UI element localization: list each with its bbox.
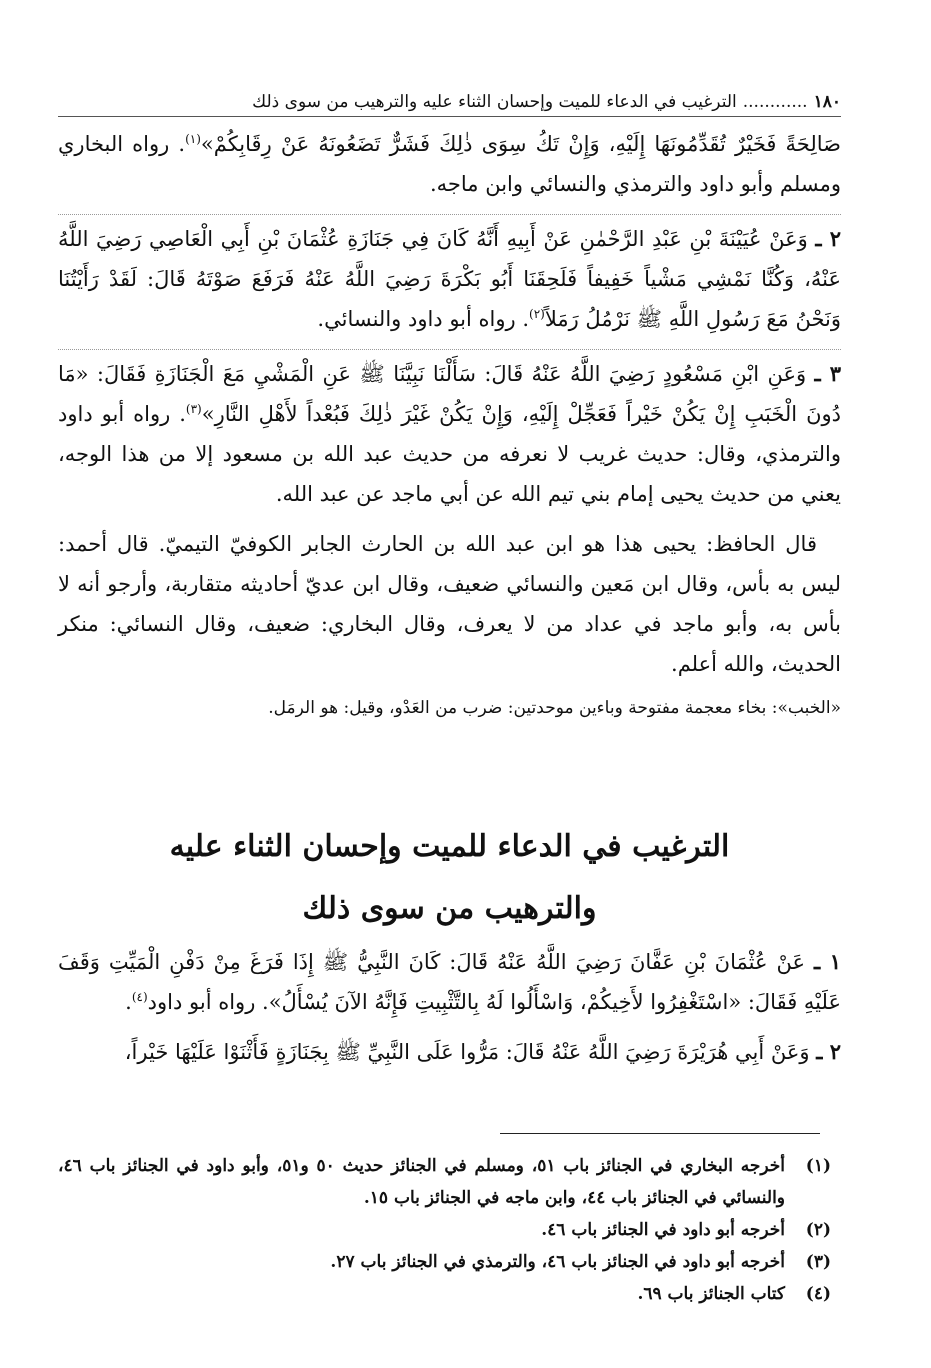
footnotes (58, 1150, 831, 1310)
hadith-number: ٢ ـ (815, 226, 841, 251)
section-heading-line-1: الترغيب في الدعاء للميت وإحسان الثناء عليه (169, 829, 730, 864)
hadith-paragraph (58, 349, 841, 514)
hadith-source: . رواه أبو داود والترمذي، وقال: حديث غريب لا نعرفه من حديث عبد الله بن مسعود إلا من هذا الوجه، يعني من حديث يحيى إمام بني تيم الله عن أبي ماجد عن عبد الله. (58, 402, 841, 506)
footnote-number: (٢) (805, 1220, 831, 1240)
section-text (58, 942, 841, 1082)
running-header (58, 88, 841, 117)
footnote (58, 1278, 831, 1310)
hadith-text: صَالِحَةً فَخَيْرٌ تُقَدِّمُونَهَا إِلَيْهِ، وَإِنْ تَكُ سِوَى ذٰلِكَ فَشَرٌّ تَضَعُونَهُ عَنْ رِقَابِكُمْ» (200, 132, 841, 156)
hadith-paragraph (58, 1032, 841, 1072)
header-dots: ............ (742, 92, 808, 112)
footnote-ref: (٣) (185, 402, 202, 416)
footnote-text: أخرجه أبو داود في الجنائز باب ٤٦. (541, 1220, 785, 1240)
paragraph-continuation (58, 124, 841, 204)
main-text (58, 124, 841, 732)
hadith-text: وَعَنِ ابْنِ مَسْعُودٍ رَضِيَ اللَّهُ عَنْهُ قَالَ: سَأَلْنَا نَبِيَّنَا ﷺ عَنِ الْمَشْيِ مَعَ الْجَنَازَةِ فَقَالَ: «مَا دُونَ الْخَبَبِ إِنْ يَكُنْ خَيْراً فَعَجِّلْ إِلَيْهِ، وَإِنْ يَكُنْ غَيْرَ ذٰلِكَ فَبُعْداً لأَهْلِ النَّارِ» (58, 362, 841, 426)
footnote (58, 1214, 831, 1246)
hadith-paragraph (58, 214, 841, 339)
page-number: ١٨٠ (813, 92, 841, 112)
hadith-source-end: . (125, 990, 132, 1014)
hadith-number: ٢ ـ (816, 1039, 841, 1064)
hadith-source: . رواه البخاري ومسلم وأبو داود والترمذي والنسائي وابن ماجه. (58, 132, 841, 196)
footnote-text: أخرجه البخاري في الجنائز باب ٥١، ومسلم في الجنائز حديث ٥٠ و٥١، وأبو داود في الجنائز باب ٤٦، والنسائي في الجنائز باب ٤٤، وابن ماجه في الجنائز باب ١٥. (58, 1156, 785, 1208)
footnote-number: (١) (805, 1156, 831, 1176)
footnote (58, 1150, 831, 1214)
hadith-text: وَعَنْ أَبِي هُرَيْرَةَ رَضِيَ اللَّهُ عَنْهُ قَالَ: مَرُّوا عَلَى النَّبِيِّ ﷺ بِجَنَازَةٍ فَأَثْنَوْا عَلَيْهَا خَيْراً، (124, 1040, 810, 1064)
footnote-text: أخرجه أبو داود في الجنائز باب ٤٦، والترمذي في الجنائز باب ٢٧. (330, 1252, 785, 1272)
footnote-ref: (٢) (529, 307, 545, 321)
hadith-source: . رواه أبو داود (147, 990, 269, 1014)
footnote-ref: (٤) (131, 990, 148, 1004)
hadith-number: ٣ ـ (814, 361, 841, 386)
section-heading-line-2: والترهيب من سوى ذلك (302, 891, 597, 926)
footnote-ref: (١) (185, 132, 201, 146)
hadith-number: ١ ـ (813, 949, 841, 974)
hadith-paragraph (58, 942, 841, 1022)
footnote-separator (500, 1133, 820, 1134)
hadith-source: . رواه أبو داود والنسائي. (317, 307, 529, 331)
footnote (58, 1246, 831, 1278)
gloss-note: «الخبب»: بخاء معجمة مفتوحة وباءين موحدتين: ضرب من العَدْو، وقيل: هو الرمَل. (268, 698, 841, 718)
commentary-paragraph: قال الحافظ: يحيى هذا هو ابن عبد الله بن الحارث الجابر الكوفيّ التيميّ. قال أحمد: ليس به بأس، وقال ابن مَعين والنسائي ضعيف، وقال ابن عديّ أحاديثه متقاربة، وأرجو أنه لا بأس به، وأبو ماجد في عداد من لا يعرف، وقال البخاري: ضعيف، وقال النسائي: منكر الحديث، والله أعلم. (58, 532, 841, 676)
header-title: الترغيب في الدعاء للميت وإحسان الثناء عليه والترهيب من سوى ذلك (252, 92, 737, 112)
footnote-number: (٣) (805, 1252, 831, 1272)
hadith-text: وَعَنْ عُيَيْنَةَ بْنِ عَبْدِ الرَّحْمٰنِ عَنْ أَبِيهِ أَنَّهُ كَانَ فِي جَنَازَةِ عُثْمَانَ بْنِ أَبِي الْعَاصِي رَضِيَ اللَّهُ عَنْهُ، وَكُنَّا نَمْشِي مَشْياً خَفِيفاً فَلَحِقَنَا أَبُو بَكْرَةَ رَضِيَ اللَّهُ عَنْهُ فَرَفَعَ صَوْتَهُ قَالَ: لَقَدْ رَأَيْتُنَا وَنَحْنُ مَعَ رَسُولِ اللَّهِ ﷺ نَرْمُلُ رَمَلاً (58, 227, 841, 331)
section-heading (58, 816, 841, 940)
footnote-text: كتاب الجنائز باب ٦٩. (637, 1284, 785, 1304)
footnote-number: (٤) (805, 1284, 831, 1304)
hadith-text: عَنْ عُثْمَانَ بْنِ عَفَّانَ رَضِيَ اللَّهُ عَنْهُ قَالَ: كَانَ النَّبِيُّ ﷺ إِذَا فَرَغَ مِنْ دَفْنِ الْمَيِّتِ وَقَفَ عَلَيْهِ فَقَالَ: «اسْتَغْفِرُوا لأَخِيكُمْ، وَاسْأَلُوا لَهُ بِالتَّثْبِيتِ فَإِنَّهُ الآنَ يُسْأَلُ» (58, 950, 841, 1014)
